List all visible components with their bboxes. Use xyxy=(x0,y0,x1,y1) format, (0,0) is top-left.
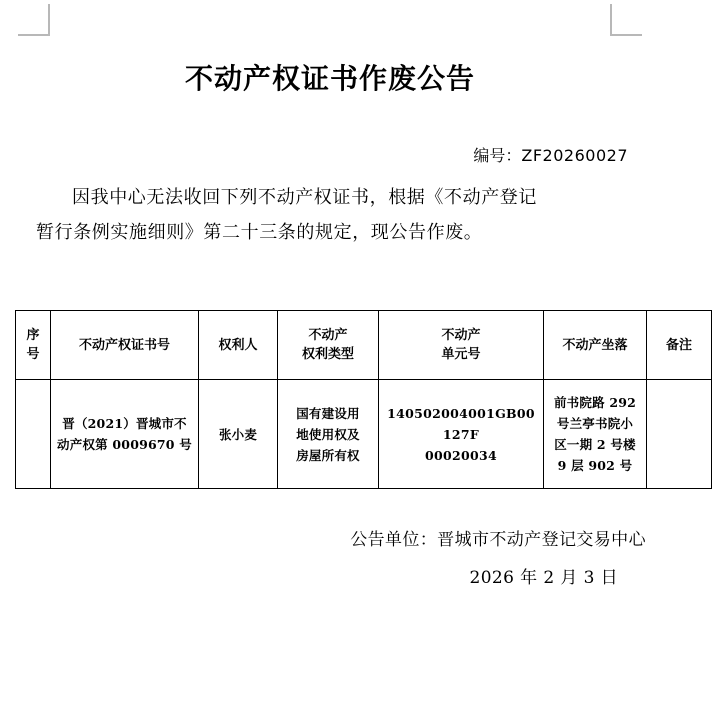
cell-right-type-line-3: 房屋所有权 xyxy=(296,447,360,463)
cell-remark xyxy=(647,380,712,489)
document-number-value: ZF20260027 xyxy=(521,146,628,165)
column-header-right-type-line-2: 权利类型 xyxy=(301,347,354,362)
table-body xyxy=(16,380,712,489)
cell-unit-no-line-2: 00020034 xyxy=(425,447,497,463)
column-header-location-line-1: 不动产坐落 xyxy=(562,337,628,353)
certificate-table xyxy=(15,310,712,489)
table-row xyxy=(16,380,712,489)
column-header-location xyxy=(544,311,647,380)
column-header-owner xyxy=(199,311,278,380)
cell-cert-no xyxy=(51,380,199,489)
cell-owner xyxy=(199,380,278,489)
column-header-unit-no-line-2: 单元号 xyxy=(441,347,481,362)
cell-cert-no-line-1: 晋（2021）晋城市不 xyxy=(62,416,187,431)
cell-owner-value: 张小麦 xyxy=(218,426,258,442)
table-header xyxy=(16,311,712,380)
document-number-label: 编号： xyxy=(473,146,522,165)
cell-location-line-2: 号兰亭书院小 xyxy=(556,416,634,431)
cell-location-line-4: 9 层 902 号 xyxy=(557,458,633,473)
column-header-seq-line-1: 序 xyxy=(26,328,40,343)
issuing-unit: 公告单位：晋城市不动产登记交易中心 xyxy=(350,530,646,550)
table-header-row xyxy=(16,311,712,380)
column-header-unit-no xyxy=(379,311,544,380)
document-number xyxy=(0,145,628,167)
cell-right-type xyxy=(278,380,379,489)
body-paragraph-line-2: 暂行条例实施细则》第二十三条的规定，现公告作废。 xyxy=(36,222,483,243)
column-header-seq xyxy=(16,311,51,380)
body-paragraph xyxy=(36,180,626,250)
column-header-cert-no xyxy=(51,311,199,380)
column-header-owner-line-1: 权利人 xyxy=(218,337,258,353)
body-paragraph-line-1: 因我中心无法收回下列不动产权证书，根据《不动产登记 xyxy=(72,187,537,208)
cell-location-line-3: 区一期 2 号楼 xyxy=(554,437,636,452)
cell-right-type-line-2: 地使用权及 xyxy=(296,426,360,442)
column-header-right-type-line-1: 不动产 xyxy=(308,328,348,343)
column-header-right-type xyxy=(278,311,379,380)
column-header-remark xyxy=(647,311,712,380)
crop-mark-top-right xyxy=(610,4,642,36)
cell-location-line-1: 前书院路 292 xyxy=(553,395,637,410)
issue-date: 2026 年 2 月 3 日 xyxy=(469,568,618,588)
crop-mark-top-left xyxy=(18,4,50,36)
cell-unit-no xyxy=(379,380,544,489)
cell-seq xyxy=(16,380,51,489)
page-title: 不动产权证书作废公告 xyxy=(184,62,475,95)
column-header-seq-line-2: 号 xyxy=(26,347,40,362)
cell-right-type-line-1: 国有建设用 xyxy=(296,405,360,421)
cell-unit-no-line-1: 140502004001GB00127F xyxy=(387,405,535,442)
column-header-remark-line-1: 备注 xyxy=(665,337,692,353)
column-header-unit-no-line-1: 不动产 xyxy=(441,328,481,343)
cell-location xyxy=(544,380,647,489)
column-header-cert-no-line-1: 不动产权证书号 xyxy=(78,337,170,353)
cell-cert-no-line-2: 动产权第 0009670 号 xyxy=(57,437,192,452)
